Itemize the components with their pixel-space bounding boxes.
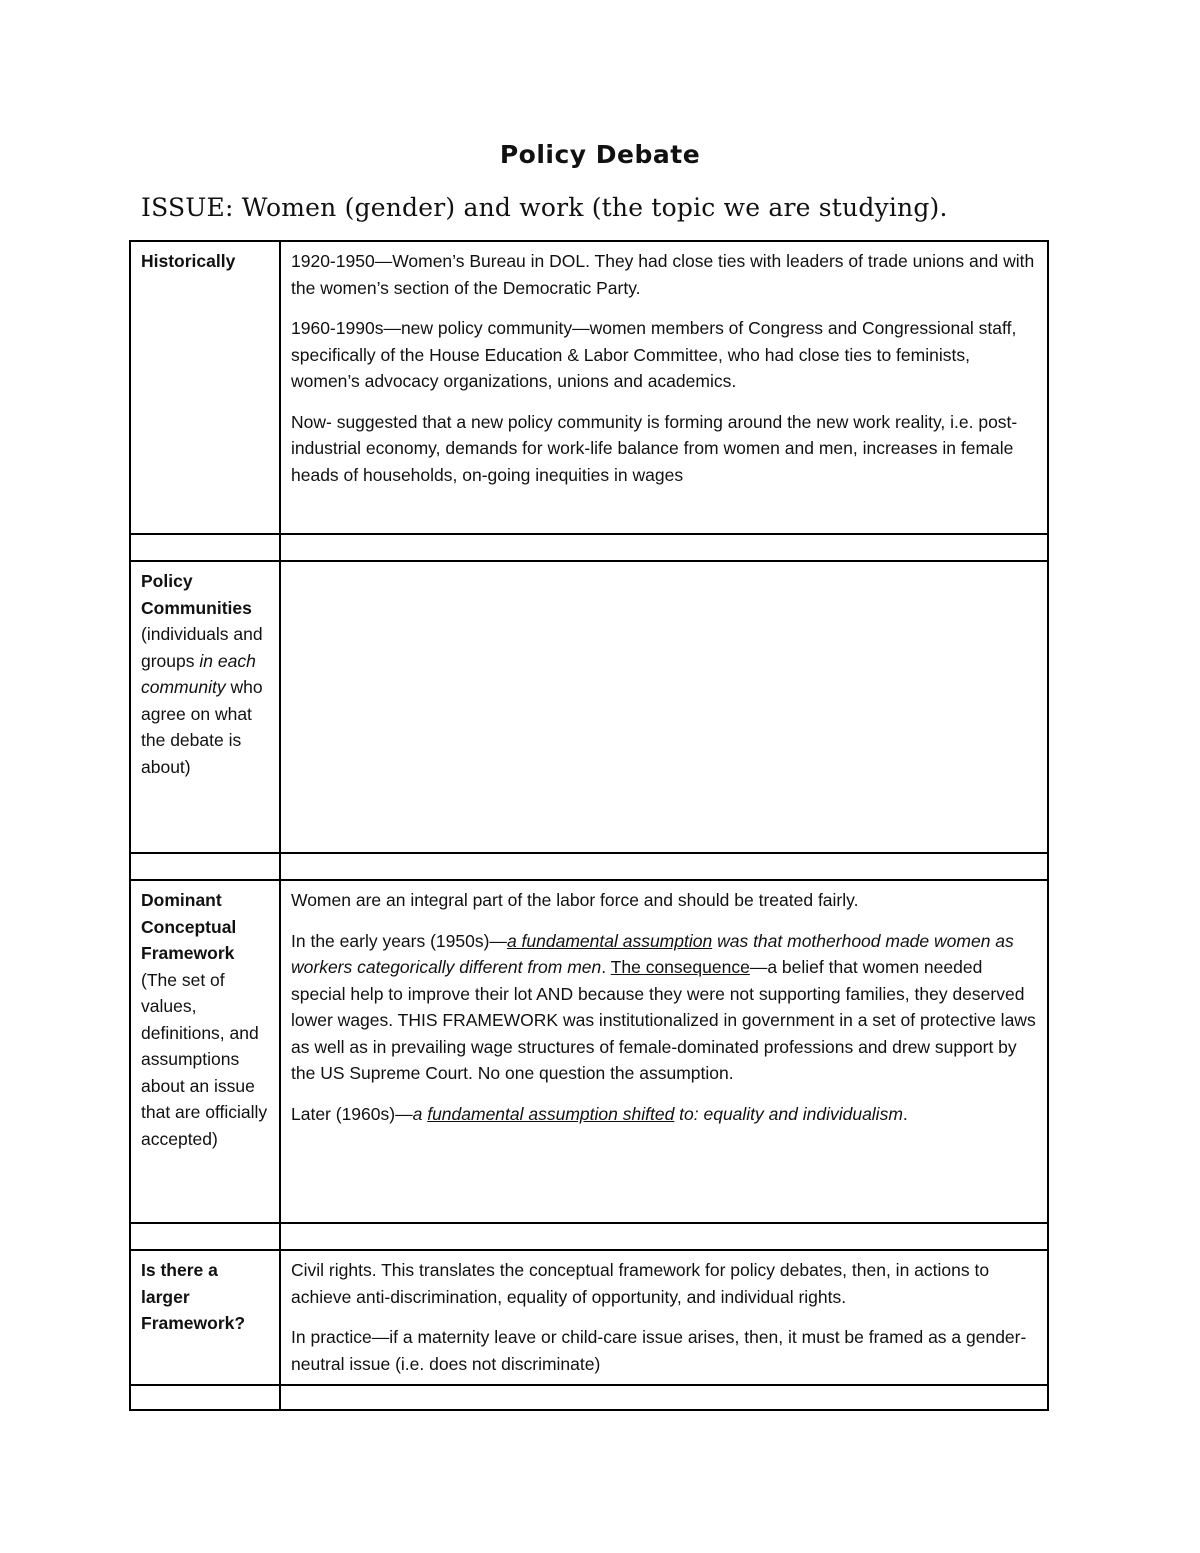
row-label-cell <box>130 241 280 534</box>
larger-framework-content-cell <box>280 1250 1048 1385</box>
table-row-policy-communities <box>130 561 1048 853</box>
table-row-larger-framework <box>130 1250 1048 1385</box>
row-label-larger-framework: Is there a larger Framework? <box>141 1260 246 1333</box>
italic-text: a <box>412 1103 428 1124</box>
spacer-cell <box>130 853 280 880</box>
italic-text: to: equality and individualism <box>674 1103 903 1124</box>
dominant-framework-content-cell <box>280 880 1048 1223</box>
larger-framework-paragraph-civil-rights: Civil rights. This translates the conceptual framework for policy debates, then, in actions to achieve anti-discrimination, equality of opportunity, and individual rights. <box>291 1260 990 1307</box>
table-row-historically <box>130 241 1048 534</box>
spacer-cell <box>130 1385 280 1410</box>
spacer-cell <box>280 1223 1048 1250</box>
text-run: Later (1960s)— <box>291 1103 413 1124</box>
table-spacer-row <box>130 853 1048 880</box>
spacer-cell <box>130 534 280 561</box>
row-label-historically: Historically <box>141 251 236 271</box>
description-italic-text: in each community <box>141 650 256 697</box>
underlined-italic-text: a fundamental assumption <box>506 930 713 951</box>
row-label-cell <box>130 561 280 853</box>
page-title: Policy Debate <box>499 140 701 169</box>
spacer-cell <box>280 534 1048 561</box>
text-run: . <box>902 1103 908 1124</box>
historically-paragraph-1960: 1960-1990s—new policy community—women members of Congress and Congressional staff, specifically of the House Education & Labor Committee, who had close ties to feminists, women’s advocacy organizations, unions and academics. <box>291 318 1017 391</box>
text-run: . <box>601 957 611 977</box>
framework-paragraph-summary: Women are an integral part of the labor force and should be treated fairly. <box>291 890 859 910</box>
historically-paragraph-1920: 1920-1950—Women’s Bureau in DOL. They had close ties with leaders of trade unions and with the women’s section of the Democratic Party. <box>291 251 1035 298</box>
larger-framework-paragraph-practice: In practice—if a maternity leave or child-care issue arises, then, it must be framed as a gender-neutral issue (i.e. does not discriminate) <box>291 1327 1027 1374</box>
spacer-cell <box>280 1385 1048 1410</box>
row-description-dominant-framework: (The set of values, definitions, and assumptions about an issue that are officially accepted) <box>141 969 268 1149</box>
spacer-cell <box>280 853 1048 880</box>
policy-communities-content-cell <box>280 561 1048 853</box>
row-label-dominant-framework: Dominant Conceptual Framework <box>141 890 237 963</box>
text-run: —a belief that women needed special help to improve their lot AND because they were not supporting families, they deserved lower wages. THIS FRAMEWORK was institutionalized in government in a set of protective laws as well as in prevailing wage structures of female-dominated professions and drew support by the US Supreme Court. No one question the assumption. <box>291 957 1036 1083</box>
table-spacer-row <box>130 534 1048 561</box>
row-label-policy-communities: Policy Communities <box>141 571 252 618</box>
historically-content-cell <box>280 241 1048 534</box>
italic-text: was that motherhood made women as workers categorically different from men <box>291 930 1014 977</box>
row-label-cell <box>130 880 280 1223</box>
table-spacer-row <box>130 1385 1048 1410</box>
historically-paragraph-now: Now- suggested that a new policy community is forming around the new work reality, i.e. post-industrial economy, demands for work-life balance from women and men, increases in female heads of households, on-going inequities in wages <box>291 411 1018 485</box>
underlined-italic-text: fundamental assumption shifted <box>427 1103 675 1124</box>
issue-statement: ISSUE: Women (gender) and work (the topic we are studying). <box>141 193 948 222</box>
framework-paragraph-later <box>291 1101 1038 1128</box>
row-description-policy-communities <box>141 621 270 780</box>
table-row-dominant-framework <box>130 880 1048 1223</box>
framework-paragraph-early-years <box>291 928 1038 1087</box>
table-spacer-row <box>130 1223 1048 1250</box>
policy-debate-table <box>129 240 1049 1411</box>
spacer-cell <box>130 1223 280 1250</box>
underlined-text: The consequence <box>610 957 750 977</box>
description-text: who agree on what the debate is about) <box>141 677 263 777</box>
description-text: (individuals and groups <box>141 624 263 671</box>
text-run: In the early years (1950s)— <box>291 930 507 951</box>
row-label-cell <box>130 1250 280 1385</box>
